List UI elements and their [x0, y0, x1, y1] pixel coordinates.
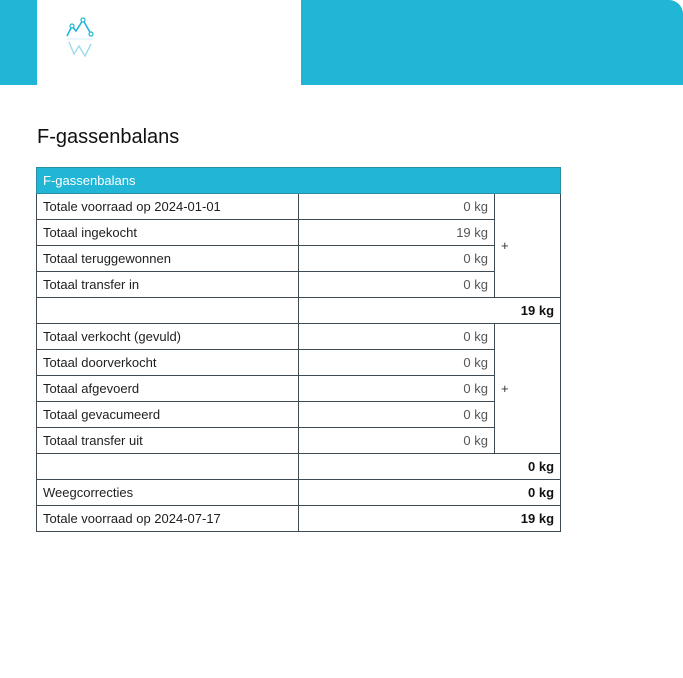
- table-row: [37, 428, 561, 454]
- final-stock-value: 19 kg: [299, 506, 561, 532]
- table-row: [37, 220, 561, 246]
- table-row: [37, 246, 561, 272]
- row-label: Totaal doorverkocht: [37, 350, 299, 376]
- row-label: Totaal ingekocht: [37, 220, 299, 246]
- logo-panel: [37, 0, 301, 85]
- table-row: [37, 350, 561, 376]
- row-value: 0 kg: [299, 246, 495, 272]
- table-header-row: [37, 168, 561, 194]
- row-label: Totale voorraad op 2024-01-01: [37, 194, 299, 220]
- plus-operator: +: [495, 194, 561, 298]
- row-value: 0 kg: [299, 194, 495, 220]
- table-row: [37, 324, 561, 350]
- plus-operator: +: [495, 324, 561, 454]
- row-label: Totaal transfer uit: [37, 428, 299, 454]
- row-value: 0 kg: [299, 376, 495, 402]
- row-label: Totaal verkocht (gevuld): [37, 324, 299, 350]
- row-label: Totaal transfer in: [37, 272, 299, 298]
- row-value: 0 kg: [299, 428, 495, 454]
- table-row: [37, 402, 561, 428]
- row-value: 0 kg: [299, 324, 495, 350]
- row-label: Totaal teruggewonnen: [37, 246, 299, 272]
- table-row: [37, 272, 561, 298]
- row-label: Totaal afgevoerd: [37, 376, 299, 402]
- row-label: Totale voorraad op 2024-07-17: [37, 506, 299, 532]
- row-label: Weegcorrecties: [37, 480, 299, 506]
- f-gas-balance-table: [36, 167, 561, 532]
- table-header: F-gassenbalans: [37, 168, 561, 194]
- row-value: 0 kg: [299, 272, 495, 298]
- row-label: Totaal gevacumeerd: [37, 402, 299, 428]
- subtotal-row: [37, 454, 561, 480]
- incoming-total: 19 kg: [299, 298, 561, 324]
- empty-cell: [37, 454, 299, 480]
- row-value: 19 kg: [299, 220, 495, 246]
- subtotal-row: [37, 298, 561, 324]
- weight-corrections-value: 0 kg: [299, 480, 561, 506]
- empty-cell: [37, 298, 299, 324]
- row-value: 0 kg: [299, 402, 495, 428]
- row-value: 0 kg: [299, 350, 495, 376]
- weight-corrections-row: [37, 480, 561, 506]
- company-logo-icon[interactable]: [65, 16, 97, 60]
- outgoing-total: 0 kg: [299, 454, 561, 480]
- final-stock-row: [37, 506, 561, 532]
- page-title: F-gassenbalans: [37, 126, 180, 148]
- table-row: [37, 194, 561, 220]
- table-row: [37, 376, 561, 402]
